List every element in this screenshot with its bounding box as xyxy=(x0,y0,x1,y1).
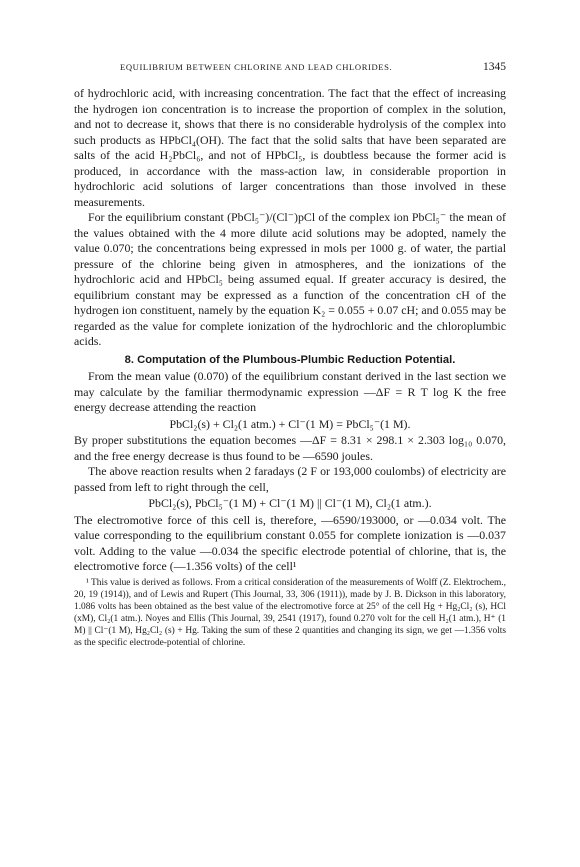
equation-reaction: PbCl₂(s) + Cl₂(1 atm.) + Cl⁻(1 M) = PbCl₅⁻(1 M). xyxy=(169,416,411,431)
equation-cell: PbCl₂(s), PbCl₅⁻(1 M) + Cl⁻(1 M) || Cl⁻(1 M), Cl₂(1 atm.). xyxy=(148,496,432,510)
page-number: 1345 xyxy=(483,61,506,73)
body-text xyxy=(74,86,506,575)
paragraph: From the mean value (0.070) of the equilibrium constant derived in the last section we may calculate by the familiar thermodynamic expression —ΔF = R T log K the free energy decrease attending the reaction xyxy=(74,369,506,414)
paragraph: By proper substitutions the equation becomes —ΔF = 8.31 × 298.1 × 2.303 log₁₀ 0.070, and the free energy decrease is thus found to be —6590 joules. xyxy=(74,433,506,463)
section-heading: 8. Computation of the Plumbous-Plumbic Reduction Potential. xyxy=(124,353,456,366)
paragraph: The electromotive force of this cell is, therefore, —6590/193000, or —0.034 volt. The value corresponding to the equilibrium constant 0.055 for complete ionization is —0.037 volt. Adding to the value —0.034 the specific electrode potential of chlorine, that is, the electromotive force (—1.356 volts) of the cell¹ xyxy=(74,512,506,573)
footnote-text: ¹ This value is derived as follows. From a critical consideration of the measurements of Wolff (Z. Elektrochem., 20, 19 (1914)), and of Lewis and Rupert (This Journal, 33, 306 (1911)), made by J. B. Dickson in this laboratory, 1.086 volts has been obtained as the best value of the electromotive force at 25° of the cell Hg + Hg₂Cl₂ (s), HCl (xM), Cl₂(1 atm.). Noyes and Ellis (This Journal, 39, 2541 (1917), found 0.270 volt for the cell H₂(1 atm.), H⁺ (1 M) || Cl⁻(1 M), Hg₂Cl₂ (s) + Hg. Taking the sum of these 2 quantities and changing its sign, we get —1.356 volts as the specific electrode-potential of chlorine. xyxy=(74,577,506,648)
paragraph: The above reaction results when 2 faradays (2 F or 193,000 coulombs) of electricity are passed from left to right through the cell, xyxy=(74,464,506,494)
page xyxy=(74,62,506,649)
paragraph: of hydrochloric acid, with increasing concentration. The fact that the effect of increasing the hydrogen ion concentration is to increase the proportion of complex in the solution, and not to decrease it, shows that there is no considerable hydrolysis of the complex into such products as HPbCl₄(OH). The fact that the solid salts that have been separated are salts of the acid H₂PbCl₆, and not of HPbCl₅, is doubtless because the former acid is produced, in accordance with the mass-action law, in considerable proportion in hydrochloric acid solutions of larger concentrations than those involved in these measurements. xyxy=(74,86,506,209)
paragraph: For the equilibrium constant (PbCl₅⁻)/(Cl⁻)pCl of the complex ion PbCl₅⁻ the mean of the values obtained with the 4 more dilute acid solutions may be adopted, namely the value 0.070; the concentrations being expressed in mols per 1000 g. of water, the partial pressure of the chlorine being given in atmospheres, and the ionizations of the hydrochloric acid and HPbCl₅ being assumed equal. If greater accuracy is desired, the equilibrium constant may be expressed as a function of the concentration cH of the hydrogen ion constituent, namely by the equation K₂ = 0.055 + 0.07 cH; and 0.055 may be regarded as the value for complete ionization of the hydrochloric and the chloroplumbic acids. xyxy=(74,210,506,348)
footnote xyxy=(74,577,506,650)
running-header xyxy=(74,62,506,78)
running-title: EQUILIBRIUM BETWEEN CHLORINE AND LEAD CHLORIDES. xyxy=(120,62,393,72)
